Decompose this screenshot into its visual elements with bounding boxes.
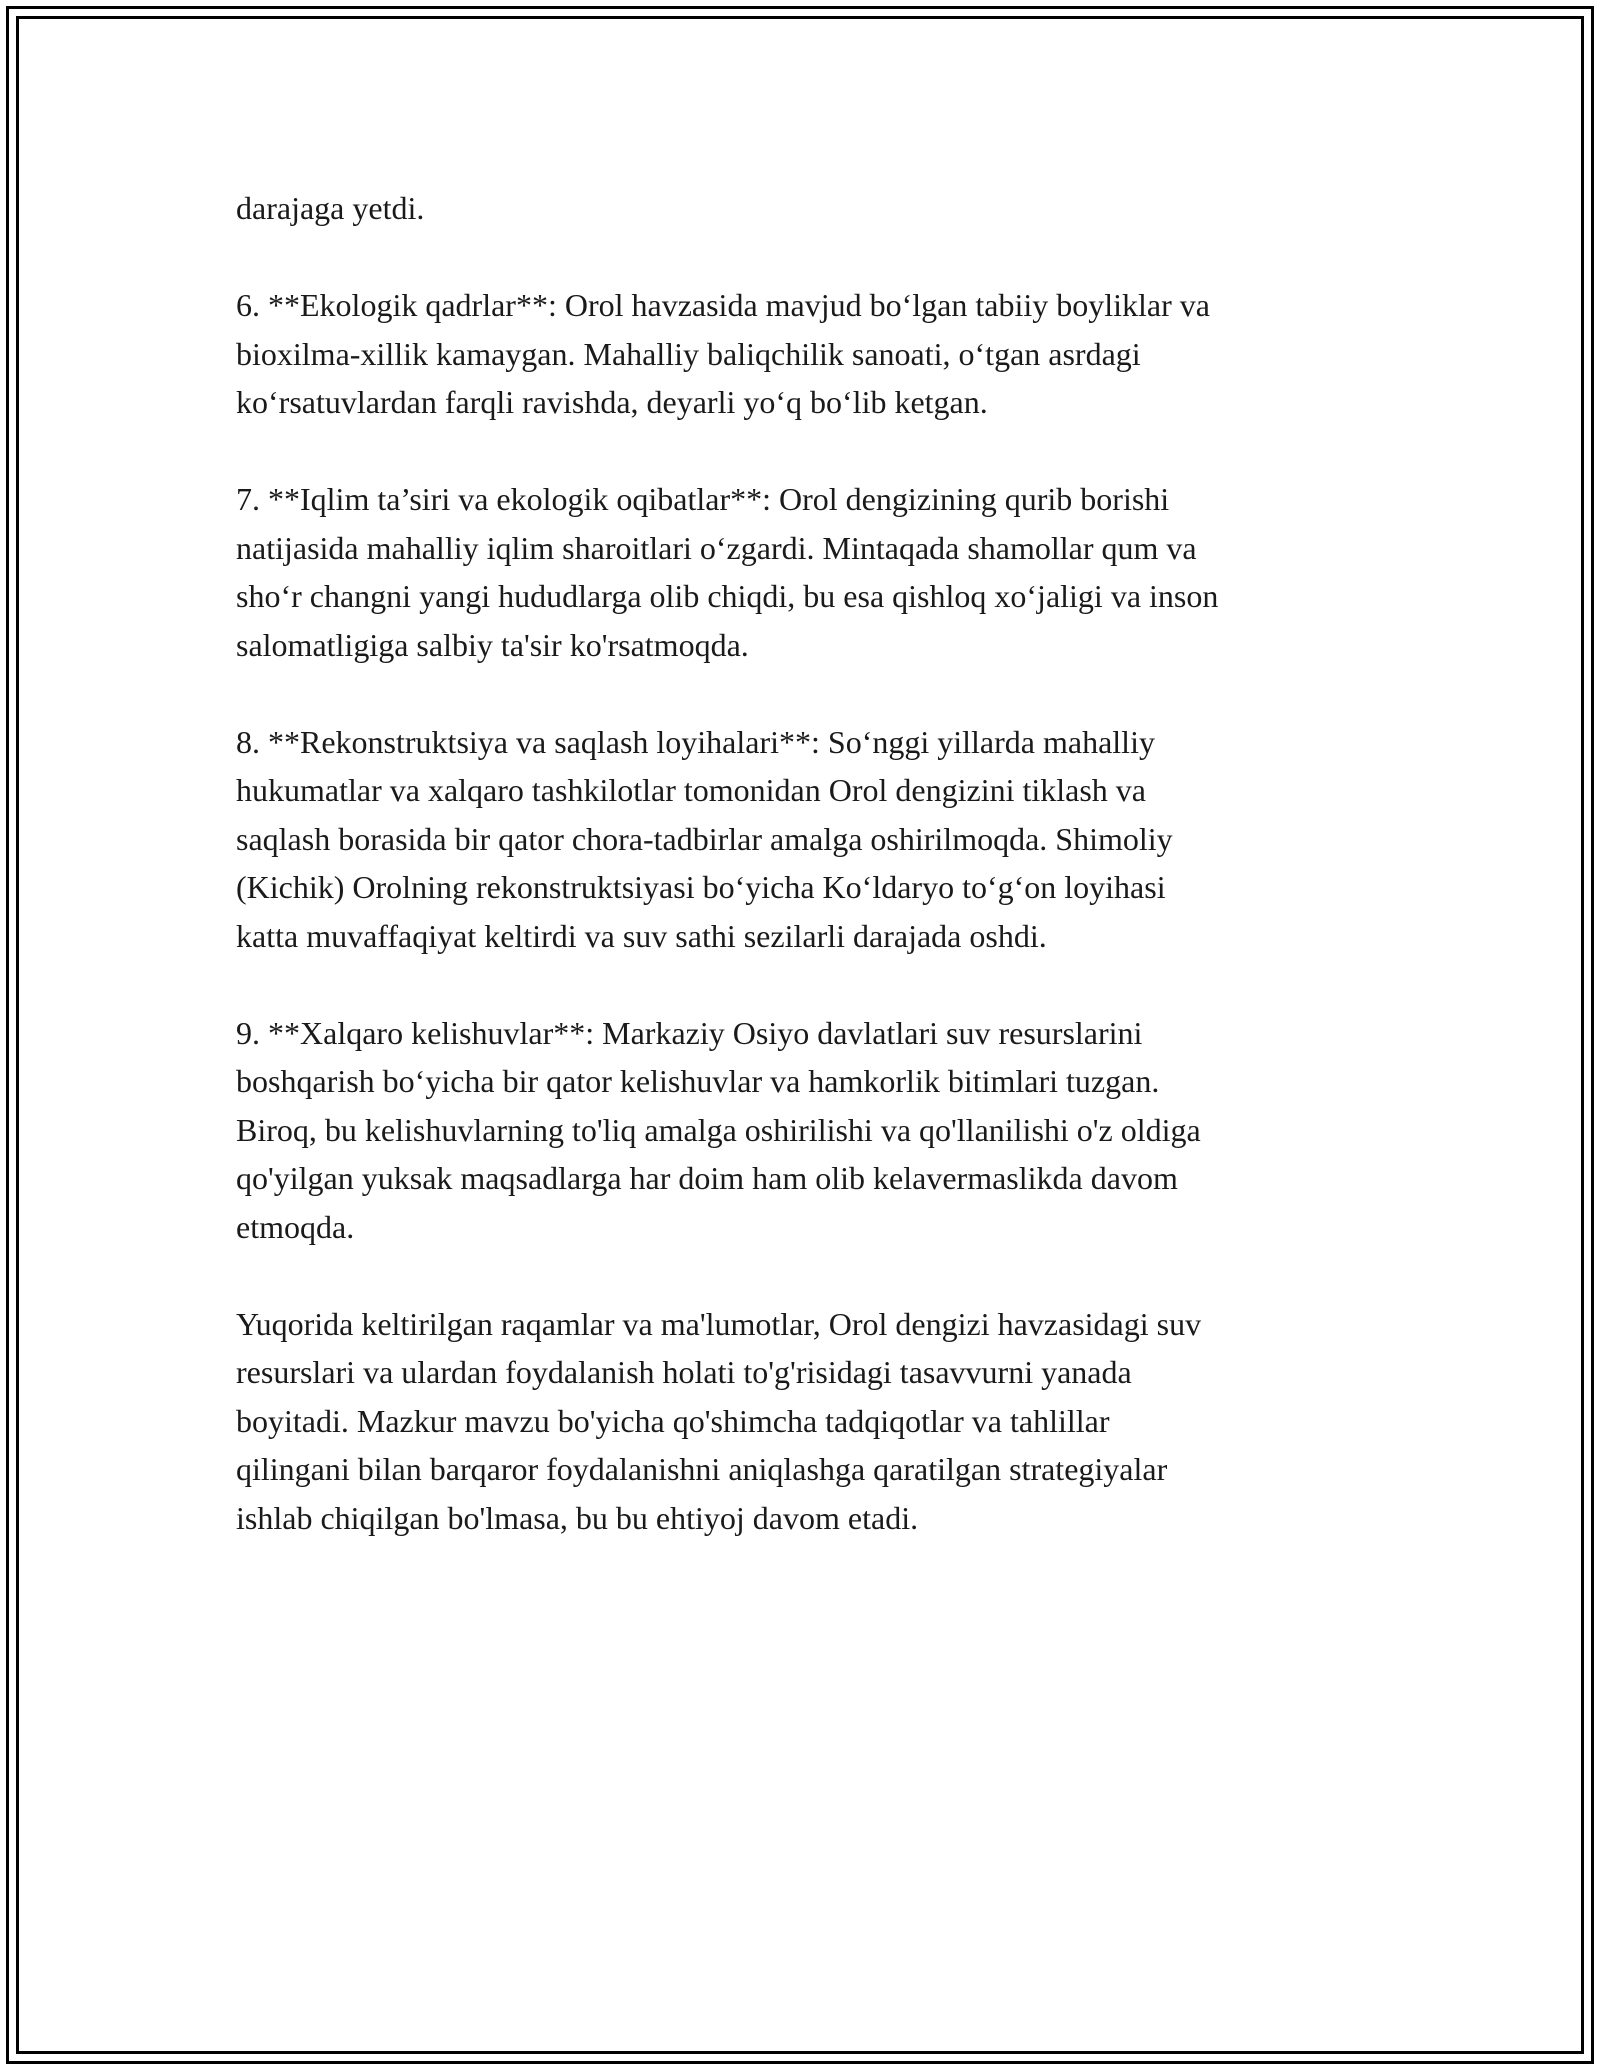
document-body [236,184,1376,1542]
paragraph-international-agreements: 9. **Xalqaro kelishuvlar**: Markaziy Osiyo davlatlari suv resurslarini boshqarish bo‘yicha bir qator kelishuvlar va hamkorlik bitimlari tuzgan. Biroq, bu kelishuvlarning to'liq amalga oshirilishi va qo'llanilishi o'z oldiga qo'yilgan yuksak maqsadlarga har doim ham olib kelavermaslikda davom etmoqda. [236,1014,1201,1245]
paragraph-ecological-values: 6. **Ekologik qadrlar**: Orol havzasida mavjud bo‘lgan tabiiy boyliklar va bioxilma-xillik kamaygan. Mahalliy baliqchilik sanoati, o‘tgan asrdagi ko‘rsatuvlardan farqli ravishda, deyarli yo‘q bo‘lib ketgan. [236,287,1210,420]
paragraph-conclusion: Yuqorida keltirilgan raqamlar va ma'lumotlar, Orol dengizi havzasidagi suv resurslari va ulardan foydalanish holati to'g'risidagi tasavvurni yanada boyitadi. Mazkur mavzu bo'yicha qo'shimcha tadqiqotlar va tahlillar qilingani bilan barqaror foydalanishni aniqlashga qaratilgan strategiyalar ishlab chiqilgan bo'lmasa, bu bu ehtiyoj davom etadi. [236,1305,1202,1536]
paragraph-continuation: darajaga yetdi. [236,190,425,226]
paragraph-climate-impact: 7. **Iqlim ta’siri va ekologik oqibatlar**: Orol dengizining qurib borishi natijasida mahalliy iqlim sharoitlari o‘zgardi. Mintaqada shamollar qum va sho‘r changni yangi hududlarga olib chiqdi, bu esa qishloq xo‘jaligi va inson salomatligiga salbiy ta'sir ko'rsatmoqda. [236,481,1219,663]
paragraph-reconstruction-projects: 8. **Rekonstruktsiya va saqlash loyihalari**: So‘nggi yillarda mahalliy hukumatlar va xalqaro tashkilotlar tomonidan Orol dengizini tiklash va saqlash borasida bir qator chora-tadbirlar amalga oshirilmoqda. Shimoliy (Kichik) Orolning rekonstruktsiyasi bo‘yicha Ko‘ldaryo to‘g‘on loyihasi katta muvaffaqiyat keltirdi va suv sathi sezilarli darajada oshdi. [236,723,1173,954]
